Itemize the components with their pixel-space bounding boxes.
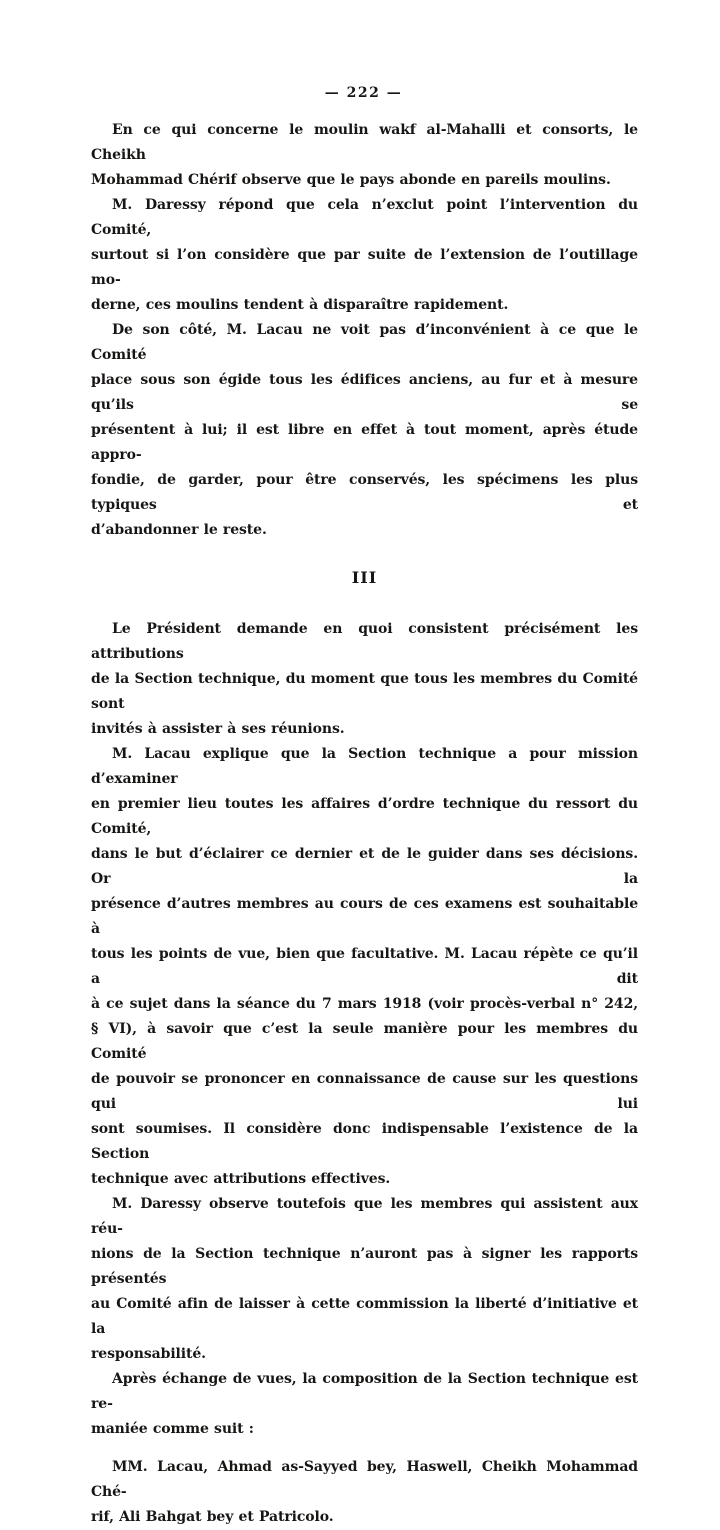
text-line: M. Daressy observe toutefois que les membres qui assistent aux réu- xyxy=(91,1196,638,1237)
text-line: responsabilité. xyxy=(91,1346,206,1362)
text-line: En ce qui concerne le moulin wakf al-Mahalli et consorts, le Cheikh xyxy=(91,122,638,163)
text-line: rif, Ali Bahgat bey et Patricolo. xyxy=(91,1509,334,1525)
text-line: en premier lieu toutes les affaires d’ordre technique du ressort du Comité, xyxy=(91,796,638,837)
page-number: — 222 — xyxy=(324,85,403,101)
text-line: derne, ces moulins tendent à disparaître rapidement. xyxy=(91,297,509,313)
text-line: Mohammad Chérif observe que le pays abonde en pareils moulins. xyxy=(91,172,611,188)
section-heading: III xyxy=(351,568,378,587)
text-line: au Comité afin de laisser à cette commission la liberté d’initiative et la xyxy=(91,1296,638,1337)
text-line: d’abandonner le reste. xyxy=(91,522,267,538)
text-line: sont soumises. Il considère donc indispensable l’existence de la Section xyxy=(91,1121,638,1162)
text-line: dans le but d’éclairer ce dernier et de le guider dans ses décisions. Or la xyxy=(91,846,638,887)
paragraph xyxy=(91,617,638,742)
member-list xyxy=(91,1455,638,1530)
text-line: place sous son égide tous les édifices anciens, au fur et à mesure qu’ils se xyxy=(91,372,638,413)
text-line: M. Lacau explique que la Section technique a pour mission d’examiner xyxy=(91,746,638,787)
paragraph xyxy=(91,318,638,543)
text-line: fondie, de garder, pour être conservés, les spécimens les plus typiques et xyxy=(91,472,638,513)
page-content xyxy=(91,118,638,1530)
paragraph xyxy=(91,118,638,193)
text-line: Après échange de vues, la composition de la Section technique est re- xyxy=(91,1371,638,1412)
text-line: M. Daressy répond que cela n’exclut point l’intervention du Comité, xyxy=(91,197,638,238)
text-line: § VI), à savoir que c’est la seule manière pour les membres du Comité xyxy=(91,1021,638,1062)
text-line: présentent à lui; il est libre en effet à tout moment, après étude appro- xyxy=(91,422,638,463)
text-line: De son côté, M. Lacau ne voit pas d’inconvénient à ce que le Comité xyxy=(91,322,638,363)
text-line: présence d’autres membres au cours de ces examens est souhaitable à xyxy=(91,896,638,937)
text-line: MM. Lacau, Ahmad as-Sayyed bey, Haswell, Cheikh Mohammad Ché- xyxy=(91,1459,638,1500)
text-line: de pouvoir se prononcer en connaissance de cause sur les questions qui lui xyxy=(91,1071,638,1112)
text-line: à ce sujet dans la séance du 7 mars 1918 (voir procès-verbal n° 242, xyxy=(91,996,638,1012)
text-line: technique avec attributions effectives. xyxy=(91,1171,391,1187)
paragraph xyxy=(91,193,638,318)
paragraph xyxy=(91,1192,638,1367)
text-line: nions de la Section technique n’auront pas à signer les rapports présentés xyxy=(91,1246,638,1287)
paragraph xyxy=(91,742,638,1192)
text-line: Le Président demande en quoi consistent précisément les attributions xyxy=(91,621,638,662)
text-line: de la Section technique, du moment que tous les membres du Comité sont xyxy=(91,671,638,712)
text-line: maniée comme suit : xyxy=(91,1421,254,1437)
text-line: surtout si l’on considère que par suite de l’extension de l’outillage mo- xyxy=(91,247,638,288)
text-line: tous les points de vue, bien que facultative. M. Lacau répète ce qu’il a dit xyxy=(91,946,638,987)
paragraph xyxy=(91,1367,638,1442)
text-line: invités à assister à ses réunions. xyxy=(91,721,345,737)
